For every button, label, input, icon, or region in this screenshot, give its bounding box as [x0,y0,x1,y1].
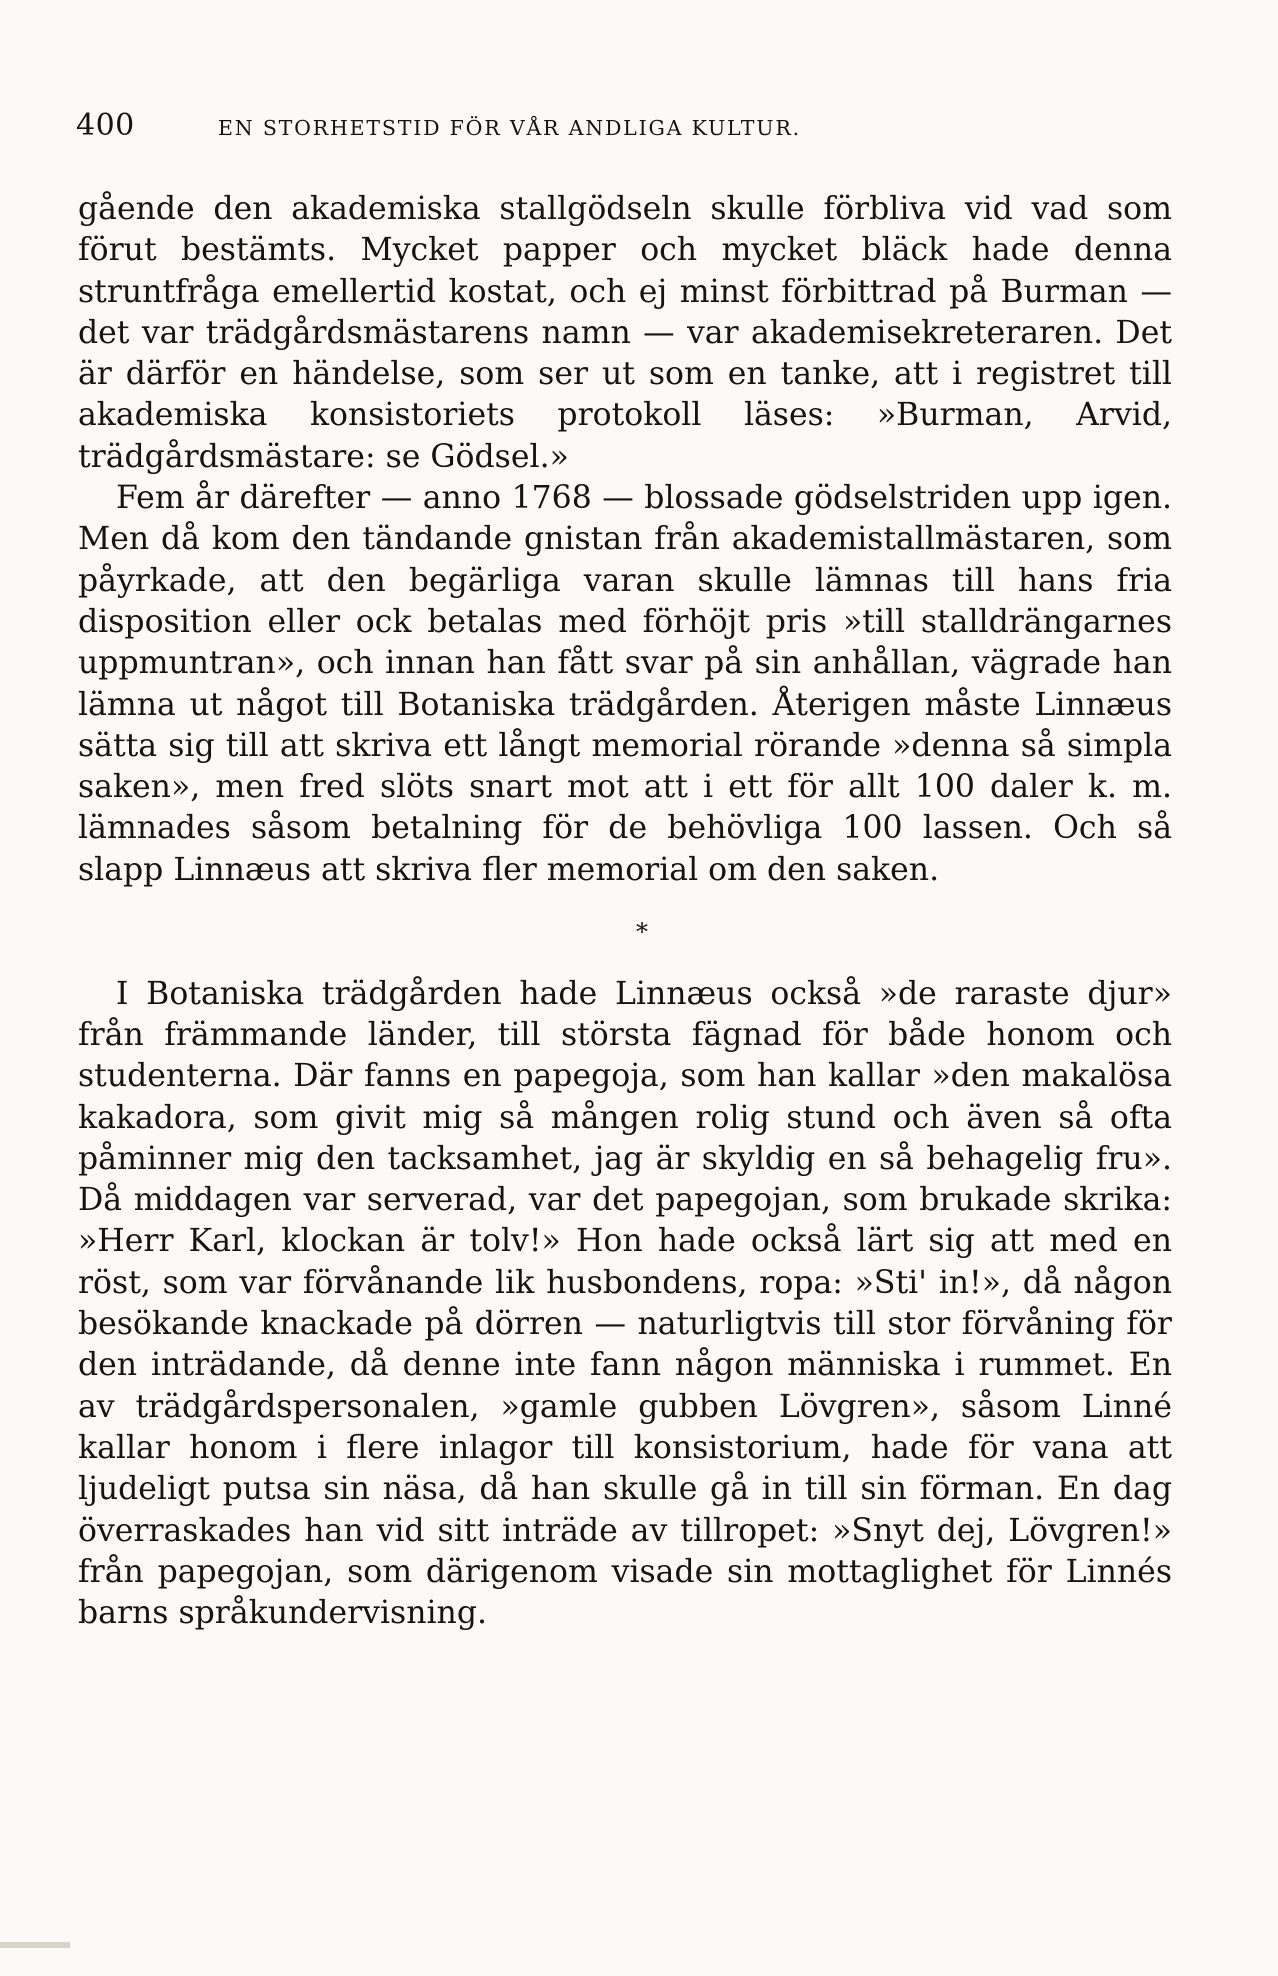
paragraph-continuation: gående den akademiska stallgödseln skulle förbliva vid vad som förut bestämts. Mycket papper och mycket bläck hade denna struntfråga emellertid kostat, och ej minst förbittrad på Burman — det var trädgårdsmästarens namn — var akademisekreteraren. Det är därför en händelse, som ser ut som en tanke, att i registret till akademiska konsistoriets protokoll läses: »Burman, Arvid, trädgårdsmästare: se Gödsel.» [78,191,1172,475]
page-number: 400 [76,108,135,143]
scan-edge-mark [0,1942,70,1948]
running-title: EN STORHETSTID FÖR VÅR ANDLIGA KULTUR. [218,116,801,140]
paragraph-papegoja: I Botaniska trädgården hade Linnæus också »de raraste djur» från främmande länder, till största fägnad för både honom och studenterna. Där fanns en papegoja, som han kallar »den makalösa kakadora, som givit mig så mången rolig stund och även så ofta påminner mig den tacksamhet, jag är skyldig en så behagelig fru». Då middagen var serverad, var det papegojan, som brukade skrika: »Herr Karl, klockan är tolv!» Hon hade också lärt sig att med en röst, som var förvånande lik husbondens, ropa: »Sti' in!», då någon besökande knackade på dörren — naturligtvis till stor förvåning för den inträdande, då denne inte fann någon människa i rummet. En av trädgårdspersonalen, »gamle gubben Lövgren», såsom Linné kallar honom i flere inlagor till konsistorium, hade för vana att ljudeligt putsa sin näsa, då han skulle gå in till sin förman. En dag överraskades han vid sitt inträde av tillropet: »Snyt dej, Lövgren!» från papegojan, som därigenom visade sin mottaglighet för Linnés barns språkundervisning. [78,975,1172,1632]
page-header [76,108,1176,148]
body-text [78,189,1172,1634]
section-separator: * [636,918,648,947]
paragraph-gödselstriden: Fem år därefter — anno 1768 — blossade gödselstriden upp igen. Men då kom den tändande gnistan från akademistallmästaren, som påyrkade, att den begärliga varan skulle lämnas till hans fria disposition eller ock betalas med förhöjt pris »till stalldrängarnes uppmuntran», och innan han fått svar på sin anhållan, vägrade han lämna ut något till Botaniska trädgården. Återigen måste Linnæus sätta sig till att skriva ett långt memorial rörande »denna så simpla saken», men fred slöts snart mot att i ett för allt 100 daler k. m. lämnades såsom betalning för de behövliga 100 lassen. Och så slapp Linnæus att skriva fler memorial om den saken. [78,480,1172,888]
